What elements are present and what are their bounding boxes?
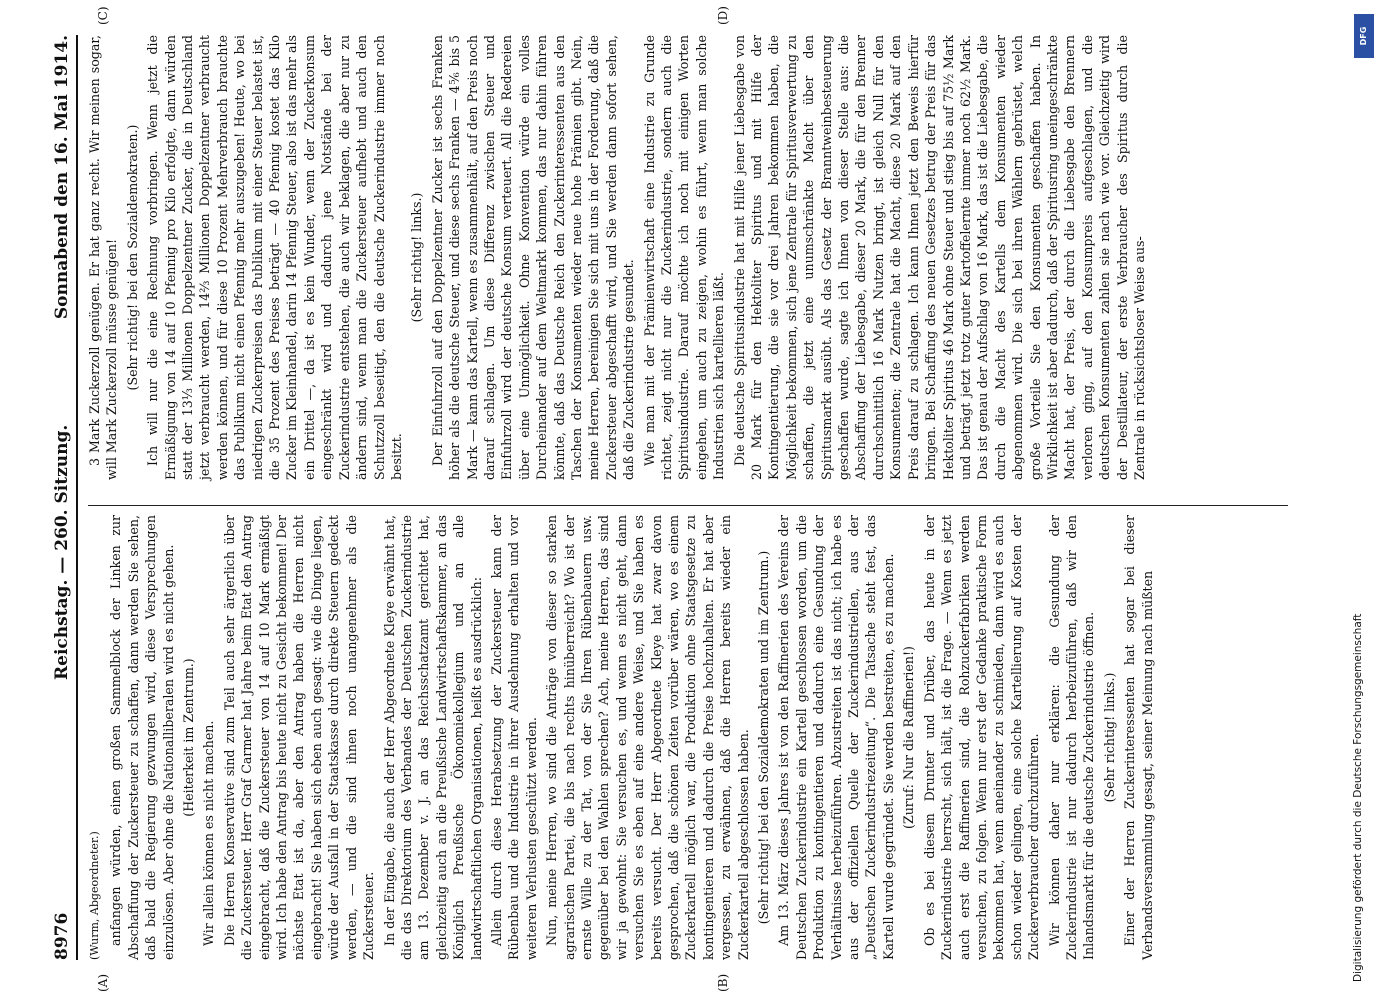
- page-number: 8976: [52, 912, 72, 960]
- paragraph: Die deutsche Spiritusindustrie hat mit Hilfe jener Liebesgabe von 20 Mark für den Hektoliter Spiritus und mit Hilfe der Kontingentierung, die sie vor drei Jahren bekommen haben, die Möglichkeit bekommen, sich jene Zentrale für Spiritusverwertung zu schaffen, die jetzt eine unumschränkte Macht über den Spiritusmarkt ausübt. Als das Gesetz der Branntweinbesteuerung geschaffen wurde, sagte ich Ihnen von dieser Stelle aus: die Abschaffung der Liebesgabe, dieser 20 Mark, die für den Brenner durchschnittlich 16 Mark Nutzen bringt, ist gleich Null für den Konsumenten; die Zentrale hat die Macht, diese 20 Mark auf den Preis darauf zu schlagen. Ich kann Ihnen jetzt den Beweis hierfür bringen. Bei Schaffung des neuen Gesetzes betrug der Preis für das Hektoliter Spiritus 46 Mark ohne Steuer und stieg bis auf 75½ Mark und beträgt jetzt trotz guter Kartoffelernte immer noch 62½ Mark. Das ist genau der Aufschlag von 16 Mark, das ist die Liebesgabe, die durch die Macht des Kartells dem Konsumenten wieder abgenommen wird. Die sich bei ihren Wählern gebrüstet, welch große Vorteile Sie den Konsumenten geschaffen haben. In Wirklichkeit ist aber dadurch, daß der Spiritusring uneingeschränkte Macht hat, der Preis, der durch die Liebesgabe den Brennern verloren ging, auf den Konsumpreis aufgeschlagen, und die deutschen Konsumenten zahlen sie nach wie vor. Gleichzeitig wird der Destillateur, der erste Verbraucher des Spiritus durch die Zentrale in rücksichtsloser Weise aus-: [731, 35, 1147, 480]
- column-divider: [88, 505, 1288, 506]
- paragraph: Wir können daher nur erklären: die Gesundung der Zuckerindustrie ist nur dadurch herbeizuführen, daß wir den Inlandsmarkt für die deutsche Zuckerindustrie öffnen.: [1046, 515, 1097, 960]
- paragraph: Ich will nur die eine Rechnung vorbringen. Wenn jetzt die Ermäßigung von 14 auf 10 Pfennig pro Kilo erfolgte, dann würden statt der 13⅓ Millionen Doppelzentner Zucker, die in Deutschland jetzt verbraucht werden, 14⅔ Millionen Doppelzentner verbraucht werden können, und für diese 10 Prozent Mehrverbrauch brauchte das Publikum nicht einen Pfennig mehr auszugeben! Heute, wo bei niedrigen Zuckerpreisen das Publikum mit einer Steuer belastet ist, die 35 Prozent des Preises beträgt — 40 Pfennig kostet das Kilo Zucker im Kleinhandel, darin 14 Pfennig Steuer, also ist das mehr als ein Drittel —, da ist es kein Wunder, wenn der Zuckerkonsum eingeschränkt wird und dadurch jene Notstände bei der Zuckerindustrie entstehen, die auch wir beklagen, die aber nur zu ändern sind, wenn man die Zuckersteuer aufhebt und auch den Schutzzoll beseitigt, den die deutsche Zuckerindustrie immer noch besitzt.: [145, 35, 404, 480]
- margin-mark-b: (B): [716, 973, 730, 992]
- dfg-logo-text: DFG: [1359, 26, 1368, 46]
- paragraph: Der Einfuhrzoll auf den Doppelzentner Zucker ist sechs Franken höher als die deutsche Steuer, und diese sechs Franken — 4⅚ bis 5 Mark — kann das Kartell, wenn es zusammenhält, auf den Preis noch darauf schlagen. Um diese Differenz zwischen Steuer und Einfuhrzoll wird der deutsche Konsum verteuert. All die Redereien über eine Unmöglichkeit. Ohne Konvention würde ein volles Durcheinander auf dem Weltmarkt kommen, das nur dahin führen könnte, daß das Deutsche Reich den Zuckerinteressenten aus den Taschen der Konsumenten wieder neue hohe Prämien gibt. Nein, meine Herren, bereinigen Sie sich mit uns in der Forderung, daß die Zuckersteuer abgeschafft wird, und Sie werden dann sofort sehen, daß die Zuckerindustrie gesundet.: [429, 35, 637, 480]
- paragraph: Ob es bei diesem Drunter und Drüber, das heute in der Zuckerindustrie herrscht, sich hält, ist die Frage. — Wenn es jetzt auch erst die Raffinerien sind, die Rohzuckerfabriken werden versuchen, zu folgen. Wenn nur erst der Gedanke praktische Form bekommen hat, wenn aneinander zu schmieden, dann wird es auch schon wieder gelingen, eine solche Kartellierung auf Kosten der Zuckerverbraucher durchzuführen.: [921, 515, 1042, 960]
- page-header: [50, 35, 78, 960]
- speaker-label: (Wurm, Abgeordneter.): [88, 831, 101, 960]
- right-column: [86, 35, 1151, 480]
- paragraph: Wir allein können es nicht machen.: [201, 720, 217, 946]
- margin-mark-c: (C): [96, 6, 110, 25]
- quote-paragraph: Allein durch diese Herabsetzung der Zuckersteuer kann der Rübenbau und die Industrie in ihrer Ausdehnung erhalten und vor weiteren Verlusten geschützt werden.: [488, 515, 539, 960]
- paragraph: In der Eingabe, die auch der Herr Abgeordnete Kleye erwähnt hat, die das Direktorium des Verbandes der Deutschen Zuckerindustrie am 13. Dezember v. J. an das Reichsschatzamt gerichtet hat, gleichzeitig auch an die Preußische Landwirtschaftskammer, an das Königlich Preußische Ökonomiekollegium und an alle landwirtschaftlichen Organisationen, heißt es ausdrücklich:: [381, 515, 484, 960]
- credit-text: Digitalisierung gefördert durch die Deutsche Forschungsgemeinschaft: [1352, 613, 1364, 982]
- paragraph: Wie man mit der Prämienwirtschaft eine Industrie zu Grunde richtet, zeigt nicht nur die Zuckerindustrie, sondern auch die Spiritusindustrie. Darauf möchte ich noch mit einigen Worten eingehen, um auch zu zeigen, wohin es führt, wenn man solche Industrien sich kartellieren läßt.: [641, 35, 727, 480]
- paragraph: Nun, meine Herren, wo sind die Anträge von dieser so starken agrarischen Partei, die bis nach rechts hinüberreicht? Wo ist der ernste Wille zu der Tat, von der Sie Ihren Rübenbauern usw. gegenüber bei den Wahlen sprechen? Ach, meine Herren, das sind wir ja gewohnt: Sie versuchen es, und wenn es nicht geht, dann versuchen Sie es eben auf eine andere Weise, und Sie haben es bereits versucht. Der Herr Abgeordnete Kleye hat zwar davon gesprochen, daß die schönen Zeiten vorüber wären, wo es einem Zuckerkartell möglich war, die Produktion ohne Staatsgesetze zu kontingentieren und dadurch die Preise hochzuhalten. Er hat aber vergessen, zu erwähnen, daß die Herren bereits wieder ein Zuckerkartell abgeschlossen haben.: [544, 515, 751, 960]
- remark: (Heiterkeit im Zentrum.): [181, 658, 197, 817]
- remark: (Sehr richtig! links.): [409, 192, 425, 323]
- paragraph: anfangen würden, einen großen Sammelblock der Linken zur Abschaffung der Zuckersteuer zu schaffen, dann werden Sie sehen, daß bald die Regierung gezwungen wird, diese Versprechungen einzulösen. Aber ohne die Nationalliberalen wird es nicht gehen.: [108, 515, 176, 960]
- remark: (Sehr richtig! bei den Sozialdemokraten.): [124, 124, 140, 391]
- remark: (Zuruf: Nur die Raffinerien!): [901, 646, 917, 829]
- paragraph: 3 Mark Zuckerzoll genügen. Er hat ganz recht. Wir meinen sogar, will Mark Zuckerzoll müsse genügen!: [87, 35, 120, 480]
- margin-mark-a: (A): [96, 973, 110, 992]
- left-column: [86, 515, 1159, 960]
- remark: (Sehr richtig! links.): [1101, 672, 1117, 803]
- paragraph: Die Herren Konservative sind zum Teil auch sehr ärgerlich über die Zuckersteuer. Herr Graf Carmer hat Jahre beim Etat den Antrag eingebracht, daß die Zuckersteuer von 14 auf 10 Mark ermäßigt wird. Ich habe den Antrag bis heute nicht zu Gesicht bekommen! Der nächste Etat ist da, aber den Antrag haben die Herren nicht eingebracht! Sie haben sich eben auch gesagt: wie die Dinge liegen, würde der Ausfall in der Staatskasse durch direkte Steuern gedeckt werden, — und die sind ihnen noch unangenehmer als die Zuckersteuer.: [221, 515, 377, 960]
- session-date: Sonnabend den 16. Mai 1914.: [52, 35, 72, 320]
- paragraph: Einer der Herren Zuckerinteressenten hat sogar bei dieser Verbandsversammlung gesagt, seiner Meinung nach müßten: [1122, 515, 1155, 960]
- paragraph: Am 13. März dieses Jahres ist von den Raffinerien des Vereins der Deutschen Zuckerindustrie ein Kartell geschlossen worden, um die Produktion zu kontingentieren und dadurch eine Gesundung der Verhältnisse herbeizuführen. Abzustreiten ist das nicht; ich habe es aus der offiziellen Quelle der Zuckerindustriellen, aus der „Deutschen Zuckerindustriezeitung“. Die Tatsache steht fest, das Kartell wurde gegründet. Sie werden bestreiten, es zu machen.: [776, 515, 896, 960]
- remark: (Sehr richtig! bei den Sozialdemokraten und im Zentrum.): [756, 550, 772, 925]
- session-title: Reichstag. — 260. Sitzung.: [52, 424, 72, 680]
- digitization-credit: [1352, 6, 1376, 996]
- margin-mark-d: (D): [716, 6, 730, 25]
